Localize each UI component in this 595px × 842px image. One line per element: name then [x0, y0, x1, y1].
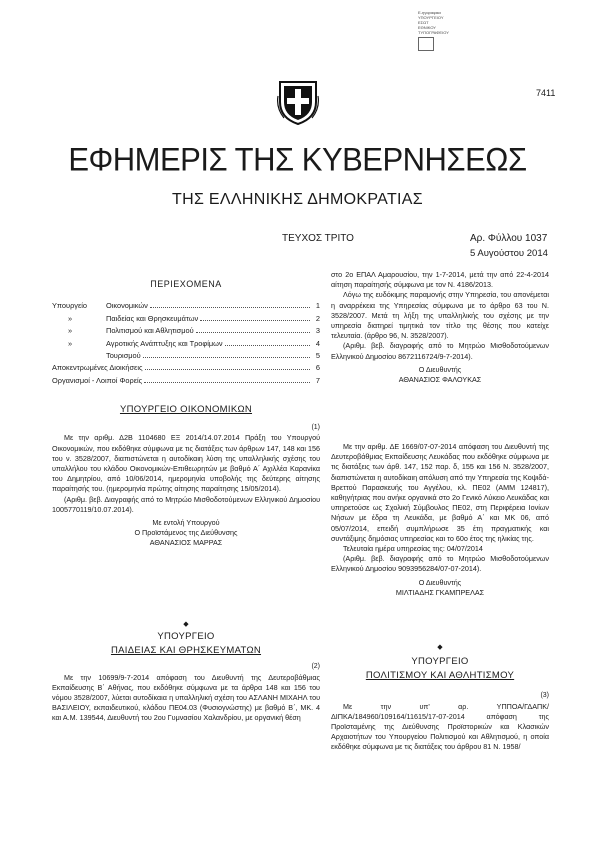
toc-heading: ΠΕΡΙΕΧΟΜΕΝΑ	[150, 279, 222, 289]
separator-diamond-icon: ◆	[183, 621, 189, 628]
stamp-box	[418, 37, 434, 51]
decision-number: (3)	[540, 692, 549, 700]
stamp-line: ΕΘΝΙΚΟΥ	[418, 25, 436, 30]
toc-leader	[144, 382, 310, 383]
section-title: ΠΑΙΔΕΙΑΣ ΚΑΙ ΘΡΗΣΚΕΥΜΑΤΩΝ	[110, 645, 262, 657]
decision-text: Με την υπ' αρ. ΥΠΠΟΑ/ΓΔΑΠΚ/ΔΙΠΚΑ/184960/109164/11615/17-07-2014 απόφαση της Προϊσταμένης της Διεύθυνσης Προϊστορικών και Κλασικών Αρχαιοτήτων του Υπουργείου Πολιτισμού και Αθλητισμού, η οποία εκδόθηκε σύμφωνα με τις διατάξεις του άρθρου 81 Ν. 1958/	[331, 701, 549, 752]
toc-entry: Τουρισμού	[106, 350, 141, 360]
page-title: ΕΦΗΜΕΡΙΣ ΤΗΣ ΚΥΒΕΡΝΗΣΕΩΣ	[68, 141, 527, 178]
signature-line: Ο Διευθυντής	[418, 364, 462, 374]
decision-number: (1)	[311, 424, 320, 432]
toc-row[interactable]	[52, 348, 320, 360]
right-column-decision	[331, 442, 549, 598]
toc-row[interactable]	[52, 335, 320, 347]
section-title: ΥΠΟΥΡΓΕΙΟ ΟΙΚΟΝΟΜΙΚΩΝ	[119, 404, 253, 415]
section-ministry-culture	[331, 657, 549, 753]
decision-text: (Αριθμ. βεβ. διαγραφής από το Μητρώο Μισθοδοτούμενων Ελληνικού Δημοσίου 9093956284/07-07-2014).	[331, 554, 549, 574]
toc-ministry: »	[68, 313, 73, 323]
decision-text: (Αριθμ. βεβ. διαγραφής από το Μητρώο Μισθοδοτούμενων Ελληνικού Δημοσίου 8672116724/9-7-2014).	[331, 341, 549, 361]
toc-entry: Οικονομικών	[106, 301, 148, 311]
toc-page: 6	[315, 363, 320, 373]
toc-entry: Αποκεντρωμένες Διοικήσεις	[52, 363, 143, 373]
section-ministry-education	[52, 632, 320, 724]
signatory-name: ΑΘΑΝΑΣΙΟΣ ΦΑΛΟΥΚΑΣ	[398, 375, 482, 385]
toc-row[interactable]	[52, 323, 320, 335]
decision-number: (2)	[311, 663, 320, 671]
toc-page: 1	[315, 301, 320, 311]
stamp-line: ΕΣΩΤ	[418, 20, 429, 25]
toc-page: 7	[315, 375, 320, 385]
toc-entry: Οργανισμοί - Λοιποί Φορείς	[52, 375, 143, 385]
toc-leader	[145, 369, 310, 370]
signatory-name: ΑΘΑΝΑΣΙΟΣ ΜΑΡΡΑΣ	[149, 538, 223, 548]
toc-entry: Παιδείας και Θρησκευμάτων	[106, 313, 199, 323]
section-title: ΥΠΟΥΡΓΕΙΟ	[411, 656, 469, 667]
stamp-line: Ε-ηγαραφικα	[418, 10, 441, 15]
toc-row[interactable]	[52, 372, 320, 384]
separator-diamond-icon: ◆	[437, 644, 443, 651]
print-stamp	[418, 10, 462, 51]
decision-text: Με την 10699/9-7-2014 απόφαση του Διευθυντή της Δευτεροβάθμιας Εκπαίδευσης Β΄ Αθήνας, που εκδόθηκε σύμφωνα με τα άρθρα 148 και 156 του νόμου 3528/2007, λύεται αυτοδίκαια η υπαλληλική σχέση του ΑΣΛΑΝΗ ΜΙΧΑΗΛ του ΒΑΣΙΛΕΙΟΥ, εκπαιδευτικού, κλάδου ΠΕ04.03 (Φυσιογνώστης) με βαθμό Β΄, ΜΚ. 4 και Α.Μ. 139544, Διευθυντή του 2ου Γυμνασίου Χαλανδρίου, με οργανική θέση	[52, 672, 320, 723]
toc-leader	[200, 320, 310, 321]
decision-text: Λόγω της ευδόκιμης παραμονής στην Υπηρεσία, του απονέμεται η αναρρέκεια της Υπηρεσίας σύμφωνα με το άρθρο 63 του Ν. 3528/2007. Μετά τη λήξη της υπαλληλικής του σχέσης με την υπηρεσία διατηρεί τιμητικά τον τίτλο της θέσης που κατείχε τελευταία. (άρθρο 96, Ν. 3528/2007).	[331, 290, 549, 341]
toc-page: 2	[315, 313, 320, 323]
section-title: ΥΠΟΥΡΓΕΙΟ	[157, 631, 215, 642]
signatory-name: ΜΙΛΤΙΑΔΗΣ ΓΚΑΜΠΡΕΛΑΣ	[395, 587, 485, 597]
stamp-line: ΤΥΠΟΓΡΑΦΕΙΟΥ	[418, 30, 449, 35]
decision-text: Με την αριθμ. ΔΕ 1669/07-07-2014 απόφαση του Διευθυντή της Δευτεροβάθμιας Εκπαίδευσης Λευκάδας που εκδόθηκε σύμφωνα με τις διατάξεις των άρθ. 147, 152 παρ. δ, 155 και 156 Ν. 3528/2007, διαπιστώνεται η αυτοδίκαιη απόλυση από την Υπηρεσία της Κοψιδά-Βρεττού Παρασκευής του Αγγέλου, κλ. ΠΕ02 (ΑΜΜ 124817), καθηγήτριας που ανήκε οργανικά στο 2ο Γενικό Λύκειο Λευκάδας και υπηρετούσε ως Σχολική Σύμβουλος ΠΕ02, στη Περιφέρεια Ιονίων Νήσων με έδρα τη Λευκάδα, με βαθμό Α΄ και ΜΚ 06, από 05/07/2014, επειδή συμπλήρωσε 35 έτη πραγματικής και συντάξιμης δημόσιας υπηρεσίας και το 60ο έτος της ηλικίας της.	[331, 442, 549, 543]
decision-text: στο 2ο ΕΠΑΛ Αμαρουσίου, την 1-7-2014, μετά την από 22-4-2014 αίτηση παραίτησής σύμφωνα με τον Ν. 4186/2013.	[331, 270, 549, 290]
toc-entry: Πολιτισμού και Αθλητισμού	[106, 326, 194, 336]
section-ministry-finance	[52, 405, 320, 549]
page-number: 7411	[536, 88, 556, 98]
issue-label: ΤΕΥΧΟΣ ΤΡΙΤΟ	[282, 233, 354, 244]
section-title: ΠΟΛΙΤΙΣΜΟΥ ΚΑΙ ΑΘΛΗΤΙΣΜΟΥ	[365, 670, 515, 682]
toc-row[interactable]	[52, 360, 320, 372]
toc-row[interactable]	[52, 298, 320, 310]
toc-leader	[196, 332, 310, 333]
issue-date: 5 Αυγούστου 2014	[470, 248, 548, 259]
toc-page: 5	[315, 350, 320, 360]
toc-leader	[143, 357, 310, 358]
toc-ministry: Υπουργείο	[52, 301, 88, 311]
decision-text: Με την αριθμ. Δ2Β 1104680 ΕΞ 2014/14.07.2014 Πράξη του Υπουργού Οικονομικών, που εκδόθηκε σύμφωνα με τις διατάξεις των άρθρων 147, 148 και 156 του ν. 3528/2007, διαπιστώνεται η αυτοδίκαιη λύση της υπαλληλικής σχέσης του υπαλλήλου του κλάδου Οικονομικών-Επιθεωρητών με βαθμό Α΄ Αχιλλέα Καρανίκα του Δημητρίου, από 10/06/2014, ημερομηνία υποβολής της δεύτερης αίτησης παραίτησής του. (ημερομηνία πρώτης αίτησης παραίτησης 15/05/2014).	[52, 433, 320, 494]
toc-row[interactable]	[52, 310, 320, 322]
toc-page: 3	[315, 326, 320, 336]
toc-ministry: »	[68, 338, 73, 348]
toc-leader	[225, 345, 310, 346]
decision-text: Τελευταία ημέρα υπηρεσίας της: 04/07/2014	[343, 544, 483, 554]
coat-of-arms-icon	[276, 76, 320, 126]
toc-ministry: »	[68, 326, 73, 336]
signature-line: Ο Διευθυντής	[418, 577, 462, 587]
table-of-contents	[52, 298, 320, 385]
toc-leader	[150, 307, 310, 308]
stamp-line: ΥΠΟΥΡΓΕΙΟΥ	[418, 15, 444, 20]
toc-page: 4	[315, 338, 320, 348]
signature-line: Με εντολή Υπουργού	[152, 518, 220, 528]
signature-line: Ο Προϊστάμενος της Διεύθυνσης	[134, 528, 238, 538]
right-column-top	[331, 270, 549, 385]
sheet-number: Αρ. Φύλλου 1037	[470, 233, 548, 244]
toc-entry: Αγροτικής Ανάπτυξης και Τροφίμων	[106, 338, 223, 348]
decision-text: (Αριθμ. βεβ. Διαγραφής από το Μητρώο Μισθοδοτούμενων Ελληνικού Δημοσίου 1005770119/10.07.2014).	[52, 494, 320, 514]
page-subtitle: ΤΗΣ ΕΛΛΗΝΙΚΗΣ ΔΗΜΟΚΡΑΤΙΑΣ	[172, 191, 423, 208]
